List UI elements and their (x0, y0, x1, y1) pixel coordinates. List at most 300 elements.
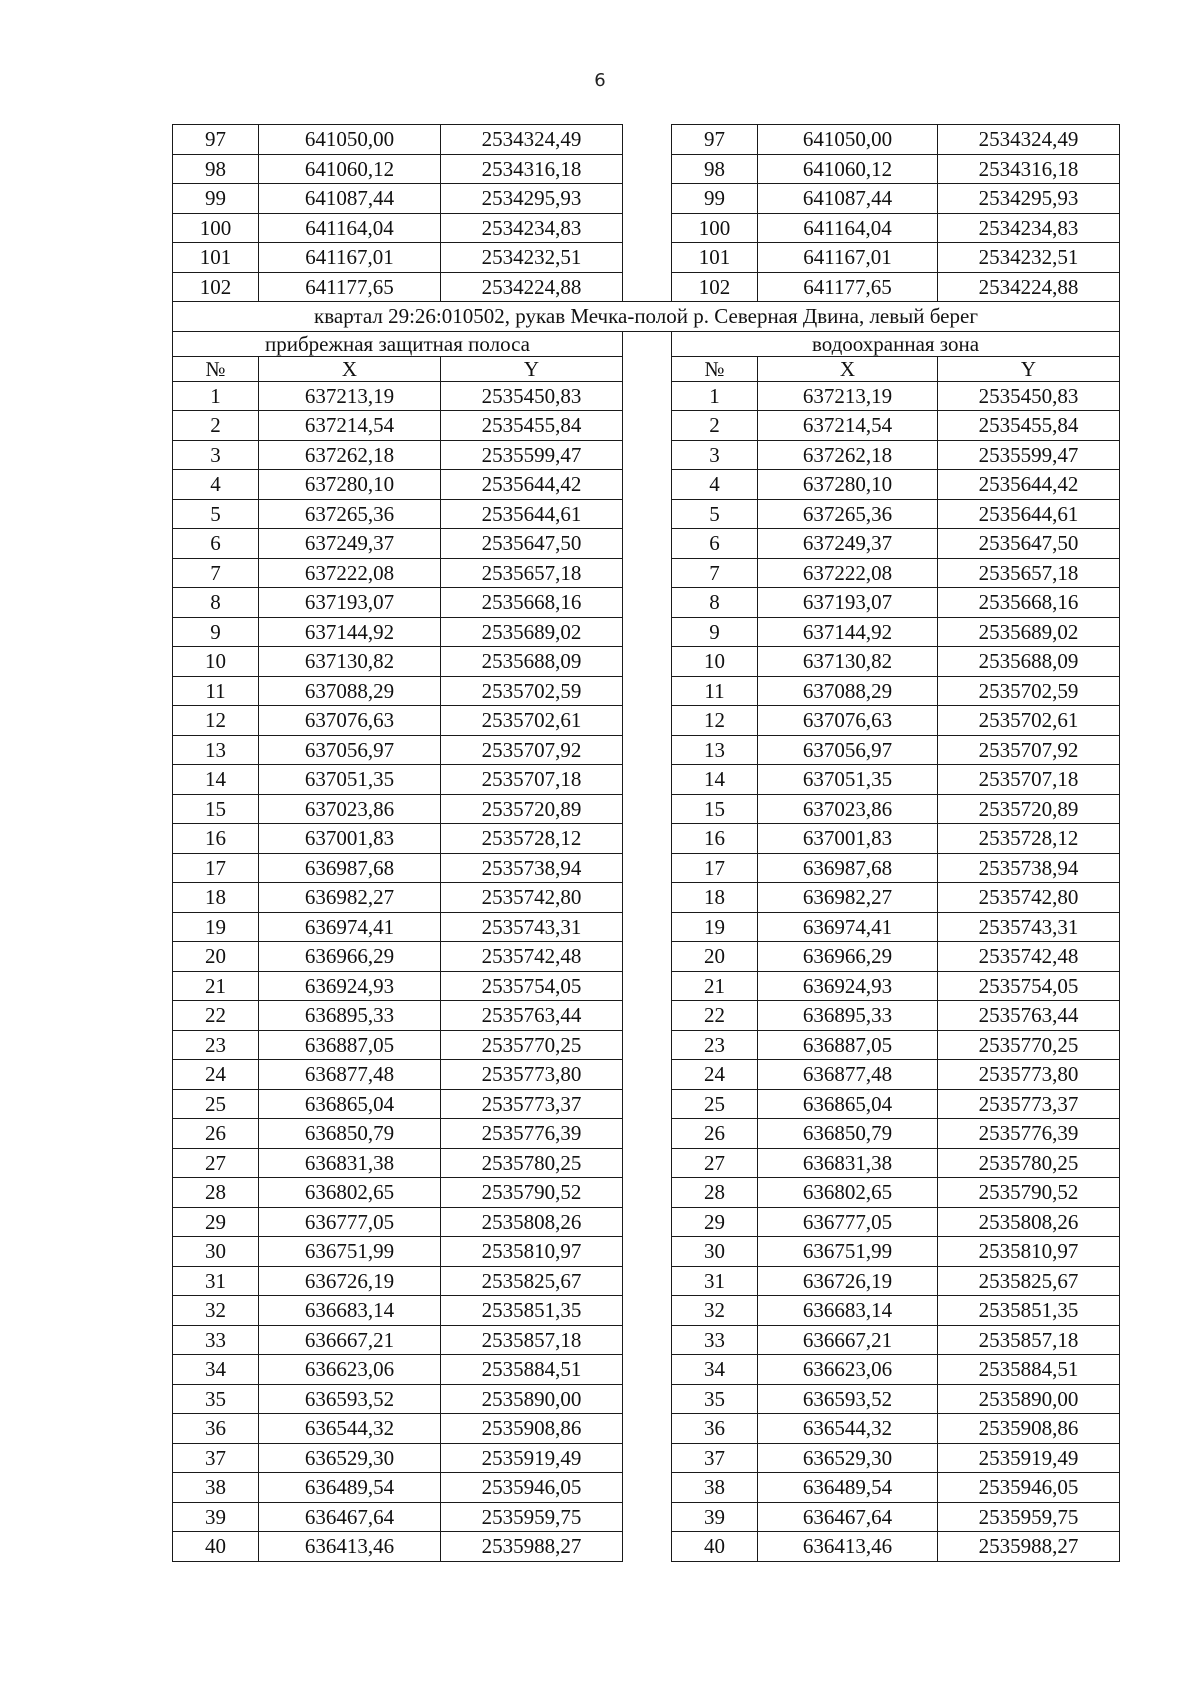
left-number-cell: 28 (173, 1178, 259, 1208)
left-x-cell: 636544,32 (259, 1414, 441, 1444)
table-row (173, 470, 1120, 500)
left-x-cell: 636751,99 (259, 1237, 441, 1267)
left-y-cell: 2535688,09 (441, 647, 623, 677)
right-x-cell: 641087,44 (758, 184, 938, 214)
left-y-cell: 2535808,26 (441, 1207, 623, 1237)
left-x-cell: 637262,18 (259, 440, 441, 470)
table-row (173, 1030, 1120, 1060)
right-number-cell: 39 (672, 1502, 758, 1532)
table-row (173, 617, 1120, 647)
left-x-cell: 636982,27 (259, 883, 441, 913)
left-y-cell: 2534232,51 (441, 243, 623, 273)
left-number-cell: 37 (173, 1443, 259, 1473)
left-number-cell: 19 (173, 912, 259, 942)
left-y-cell: 2535825,67 (441, 1266, 623, 1296)
right-y-cell: 2535720,89 (938, 794, 1120, 824)
column-gap (623, 765, 672, 795)
column-gap (623, 942, 672, 972)
right-y-cell: 2535450,83 (938, 381, 1120, 411)
left-y-cell: 2535738,94 (441, 853, 623, 883)
column-gap (623, 1355, 672, 1385)
left-number-cell: 16 (173, 824, 259, 854)
left-x-cell: 637249,37 (259, 529, 441, 559)
column-header-row (173, 356, 1120, 381)
right-number-cell: 38 (672, 1473, 758, 1503)
left-number-cell: 36 (173, 1414, 259, 1444)
left-x-cell: 636831,38 (259, 1148, 441, 1178)
right-number-cell: 9 (672, 617, 758, 647)
column-gap (623, 411, 672, 441)
right-y-cell: 2534234,83 (938, 213, 1120, 243)
left-x-cell: 637130,82 (259, 647, 441, 677)
right-number-cell: 26 (672, 1119, 758, 1149)
left-number-cell: 4 (173, 470, 259, 500)
left-y-cell: 2535455,84 (441, 411, 623, 441)
right-x-cell: 636467,64 (758, 1502, 938, 1532)
right-x-cell: 636802,65 (758, 1178, 938, 1208)
left-number-cell: 99 (173, 184, 259, 214)
right-x-cell: 637056,97 (758, 735, 938, 765)
right-y-cell: 2535919,49 (938, 1443, 1120, 1473)
column-gap (623, 1119, 672, 1149)
column-gap (623, 912, 672, 942)
left-number-cell: 23 (173, 1030, 259, 1060)
column-gap (623, 647, 672, 677)
col-header-left-x: X (259, 356, 441, 381)
right-number-cell: 4 (672, 470, 758, 500)
left-y-cell: 2535599,47 (441, 440, 623, 470)
table-row (173, 1178, 1120, 1208)
table-row (173, 912, 1120, 942)
right-x-cell: 636751,99 (758, 1237, 938, 1267)
left-y-cell: 2535946,05 (441, 1473, 623, 1503)
right-number-cell: 16 (672, 824, 758, 854)
right-y-cell: 2535959,75 (938, 1502, 1120, 1532)
right-number-cell: 6 (672, 529, 758, 559)
right-y-cell: 2535773,37 (938, 1089, 1120, 1119)
right-x-cell: 636544,32 (758, 1414, 938, 1444)
left-x-cell: 636683,14 (259, 1296, 441, 1326)
table-row (173, 1266, 1120, 1296)
left-number-cell: 24 (173, 1060, 259, 1090)
table-row (173, 676, 1120, 706)
right-y-cell: 2535773,80 (938, 1060, 1120, 1090)
left-y-cell: 2534224,88 (441, 272, 623, 302)
column-gap (623, 499, 672, 529)
right-x-cell: 637088,29 (758, 676, 938, 706)
column-gap (623, 971, 672, 1001)
right-x-cell: 641177,65 (758, 272, 938, 302)
table-row (173, 1148, 1120, 1178)
column-gap (623, 1266, 672, 1296)
table-row (173, 1384, 1120, 1414)
table-row (173, 971, 1120, 1001)
column-gap (623, 853, 672, 883)
right-x-cell: 636529,30 (758, 1443, 938, 1473)
column-gap (623, 558, 672, 588)
right-x-cell: 636982,27 (758, 883, 938, 913)
left-y-cell: 2535780,25 (441, 1148, 623, 1178)
right-x-cell: 641164,04 (758, 213, 938, 243)
table-row (173, 853, 1120, 883)
right-y-cell: 2535742,48 (938, 942, 1120, 972)
left-x-cell: 636467,64 (259, 1502, 441, 1532)
right-number-cell: 12 (672, 706, 758, 736)
right-y-cell: 2534295,93 (938, 184, 1120, 214)
left-x-cell: 636966,29 (259, 942, 441, 972)
right-number-cell: 22 (672, 1001, 758, 1031)
column-gap (623, 529, 672, 559)
left-number-cell: 22 (173, 1001, 259, 1031)
left-number-cell: 35 (173, 1384, 259, 1414)
column-gap (623, 588, 672, 618)
column-gap (623, 356, 672, 381)
right-y-cell: 2535946,05 (938, 1473, 1120, 1503)
right-x-cell: 636667,21 (758, 1325, 938, 1355)
right-number-cell: 7 (672, 558, 758, 588)
column-gap (623, 1532, 672, 1562)
right-x-cell: 637051,35 (758, 765, 938, 795)
column-gap (623, 1207, 672, 1237)
left-number-cell: 21 (173, 971, 259, 1001)
left-y-cell: 2535890,00 (441, 1384, 623, 1414)
left-y-cell: 2535450,83 (441, 381, 623, 411)
right-x-cell: 637193,07 (758, 588, 938, 618)
table-row (173, 1355, 1120, 1385)
right-number-cell: 31 (672, 1266, 758, 1296)
right-x-cell: 641050,00 (758, 125, 938, 155)
table-row (173, 942, 1120, 972)
left-y-cell: 2535959,75 (441, 1502, 623, 1532)
right-y-cell: 2535707,92 (938, 735, 1120, 765)
left-y-cell: 2534324,49 (441, 125, 623, 155)
section-title-row (173, 302, 1120, 332)
left-y-cell: 2535707,92 (441, 735, 623, 765)
column-gap (623, 706, 672, 736)
coordinates-table (172, 124, 1120, 1562)
right-number-cell: 11 (672, 676, 758, 706)
left-x-cell: 637056,97 (259, 735, 441, 765)
right-y-cell: 2534232,51 (938, 243, 1120, 273)
right-y-cell: 2535743,31 (938, 912, 1120, 942)
left-x-cell: 637088,29 (259, 676, 441, 706)
right-x-cell: 637265,36 (758, 499, 938, 529)
left-number-cell: 15 (173, 794, 259, 824)
right-y-cell: 2535851,35 (938, 1296, 1120, 1326)
right-y-cell: 2535738,94 (938, 853, 1120, 883)
right-number-cell: 30 (672, 1237, 758, 1267)
right-x-cell: 637249,37 (758, 529, 938, 559)
right-x-cell: 637023,86 (758, 794, 938, 824)
column-gap (623, 184, 672, 214)
left-y-cell: 2535728,12 (441, 824, 623, 854)
left-y-cell: 2535770,25 (441, 1030, 623, 1060)
right-y-cell: 2535689,02 (938, 617, 1120, 647)
right-x-cell: 637130,82 (758, 647, 938, 677)
right-y-cell: 2535770,25 (938, 1030, 1120, 1060)
left-y-cell: 2535773,37 (441, 1089, 623, 1119)
right-number-cell: 34 (672, 1355, 758, 1385)
right-x-cell: 636777,05 (758, 1207, 938, 1237)
right-x-cell: 637144,92 (758, 617, 938, 647)
right-y-cell: 2535884,51 (938, 1355, 1120, 1385)
right-number-cell: 18 (672, 883, 758, 913)
left-x-cell: 636974,41 (259, 912, 441, 942)
left-y-cell: 2534316,18 (441, 154, 623, 184)
left-x-cell: 641164,04 (259, 213, 441, 243)
table-row (173, 1060, 1120, 1090)
right-number-cell: 33 (672, 1325, 758, 1355)
table-row (173, 125, 1120, 155)
right-number-cell: 23 (672, 1030, 758, 1060)
left-number-cell: 39 (173, 1502, 259, 1532)
left-number-cell: 18 (173, 883, 259, 913)
right-y-cell: 2535988,27 (938, 1532, 1120, 1562)
left-number-cell: 97 (173, 125, 259, 155)
left-x-cell: 637051,35 (259, 765, 441, 795)
right-x-cell: 636987,68 (758, 853, 938, 883)
right-y-cell: 2535763,44 (938, 1001, 1120, 1031)
continuation-rows (173, 125, 1120, 302)
column-gap (623, 1443, 672, 1473)
right-x-cell: 637213,19 (758, 381, 938, 411)
table-row (173, 1502, 1120, 1532)
col-header-left-y: Y (441, 356, 623, 381)
right-y-cell: 2535754,05 (938, 971, 1120, 1001)
right-y-cell: 2535780,25 (938, 1148, 1120, 1178)
right-y-cell: 2535810,97 (938, 1237, 1120, 1267)
table-row (173, 1414, 1120, 1444)
right-y-cell: 2535647,50 (938, 529, 1120, 559)
table-row (173, 794, 1120, 824)
right-number-cell: 32 (672, 1296, 758, 1326)
left-number-cell: 3 (173, 440, 259, 470)
right-x-cell: 637222,08 (758, 558, 938, 588)
right-number-cell: 10 (672, 647, 758, 677)
right-y-cell: 2535688,09 (938, 647, 1120, 677)
left-y-cell: 2535702,59 (441, 676, 623, 706)
left-number-cell: 27 (173, 1148, 259, 1178)
column-gap (623, 1296, 672, 1326)
right-x-cell: 636966,29 (758, 942, 938, 972)
left-number-cell: 13 (173, 735, 259, 765)
right-y-cell: 2535790,52 (938, 1178, 1120, 1208)
column-gap (623, 1178, 672, 1208)
table-row (173, 558, 1120, 588)
left-y-cell: 2535720,89 (441, 794, 623, 824)
right-y-cell: 2535776,39 (938, 1119, 1120, 1149)
right-y-cell: 2534324,49 (938, 125, 1120, 155)
left-number-cell: 14 (173, 765, 259, 795)
right-number-cell: 19 (672, 912, 758, 942)
right-number-cell: 8 (672, 588, 758, 618)
left-y-cell: 2535988,27 (441, 1532, 623, 1562)
left-number-cell: 30 (173, 1237, 259, 1267)
left-x-cell: 636850,79 (259, 1119, 441, 1149)
left-number-cell: 6 (173, 529, 259, 559)
section-title: квартал 29:26:010502, рукав Мечка-полой р. Северная Двина, левый берег (173, 302, 1120, 332)
left-y-cell: 2535742,48 (441, 942, 623, 972)
col-header-left-number: № (173, 356, 259, 381)
right-number-cell: 102 (672, 272, 758, 302)
right-x-cell: 636924,93 (758, 971, 938, 1001)
section-rows (173, 381, 1120, 1561)
column-gap (623, 1502, 672, 1532)
table-row (173, 1089, 1120, 1119)
left-x-cell: 637222,08 (259, 558, 441, 588)
left-x-cell: 636489,54 (259, 1473, 441, 1503)
left-x-cell: 636413,46 (259, 1532, 441, 1562)
column-gap (623, 1001, 672, 1031)
right-x-cell: 636623,06 (758, 1355, 938, 1385)
left-y-cell: 2535743,31 (441, 912, 623, 942)
left-y-cell: 2535857,18 (441, 1325, 623, 1355)
left-x-cell: 637144,92 (259, 617, 441, 647)
left-number-cell: 34 (173, 1355, 259, 1385)
right-x-cell: 636726,19 (758, 1266, 938, 1296)
left-y-cell: 2535707,18 (441, 765, 623, 795)
left-x-cell: 636529,30 (259, 1443, 441, 1473)
left-number-cell: 101 (173, 243, 259, 273)
section-header (173, 302, 1120, 382)
col-header-right-y: Y (938, 356, 1120, 381)
table-row (173, 1001, 1120, 1031)
left-number-cell: 11 (173, 676, 259, 706)
left-x-cell: 641167,01 (259, 243, 441, 273)
column-gap (623, 794, 672, 824)
left-x-cell: 636887,05 (259, 1030, 441, 1060)
left-number-cell: 100 (173, 213, 259, 243)
left-y-cell: 2535790,52 (441, 1178, 623, 1208)
right-x-cell: 636593,52 (758, 1384, 938, 1414)
left-x-cell: 637280,10 (259, 470, 441, 500)
left-x-cell: 636895,33 (259, 1001, 441, 1031)
column-gap (623, 617, 672, 647)
left-number-cell: 40 (173, 1532, 259, 1562)
left-number-cell: 7 (173, 558, 259, 588)
right-x-cell: 636489,54 (758, 1473, 938, 1503)
col-header-right-number: № (672, 356, 758, 381)
right-y-cell: 2535657,18 (938, 558, 1120, 588)
left-x-cell: 636667,21 (259, 1325, 441, 1355)
left-x-cell: 637193,07 (259, 588, 441, 618)
column-gap (623, 440, 672, 470)
left-y-cell: 2535647,50 (441, 529, 623, 559)
right-x-cell: 636831,38 (758, 1148, 938, 1178)
column-gap (623, 883, 672, 913)
right-y-cell: 2535702,59 (938, 676, 1120, 706)
table-row (173, 213, 1120, 243)
right-number-cell: 98 (672, 154, 758, 184)
column-gap (623, 676, 672, 706)
left-x-cell: 641087,44 (259, 184, 441, 214)
left-y-cell: 2535702,61 (441, 706, 623, 736)
right-x-cell: 636865,04 (758, 1089, 938, 1119)
left-heading: прибрежная защитная полоса (173, 331, 623, 356)
left-x-cell: 641177,65 (259, 272, 441, 302)
right-number-cell: 15 (672, 794, 758, 824)
column-gap (623, 1148, 672, 1178)
left-x-cell: 637076,63 (259, 706, 441, 736)
column-gap (623, 331, 672, 356)
left-x-cell: 637023,86 (259, 794, 441, 824)
left-x-cell: 636802,65 (259, 1178, 441, 1208)
right-y-cell: 2535742,80 (938, 883, 1120, 913)
left-number-cell: 38 (173, 1473, 259, 1503)
right-number-cell: 2 (672, 411, 758, 441)
left-number-cell: 25 (173, 1089, 259, 1119)
left-number-cell: 31 (173, 1266, 259, 1296)
right-y-cell: 2535857,18 (938, 1325, 1120, 1355)
column-gap (623, 381, 672, 411)
left-x-cell: 637001,83 (259, 824, 441, 854)
left-y-cell: 2535884,51 (441, 1355, 623, 1385)
right-x-cell: 636877,48 (758, 1060, 938, 1090)
right-y-cell: 2535702,61 (938, 706, 1120, 736)
table-row (173, 499, 1120, 529)
left-number-cell: 9 (173, 617, 259, 647)
right-y-cell: 2535825,67 (938, 1266, 1120, 1296)
right-number-cell: 36 (672, 1414, 758, 1444)
right-number-cell: 28 (672, 1178, 758, 1208)
table-row (173, 1325, 1120, 1355)
right-number-cell: 101 (672, 243, 758, 273)
column-gap (623, 125, 672, 155)
left-y-cell: 2535763,44 (441, 1001, 623, 1031)
left-number-cell: 20 (173, 942, 259, 972)
left-y-cell: 2534295,93 (441, 184, 623, 214)
left-x-cell: 636623,06 (259, 1355, 441, 1385)
col-header-right-x: X (758, 356, 938, 381)
right-x-cell: 637280,10 (758, 470, 938, 500)
right-x-cell: 637262,18 (758, 440, 938, 470)
left-number-cell: 8 (173, 588, 259, 618)
left-number-cell: 5 (173, 499, 259, 529)
left-y-cell: 2535644,61 (441, 499, 623, 529)
table-row (173, 588, 1120, 618)
column-gap (623, 1473, 672, 1503)
left-y-cell: 2535657,18 (441, 558, 623, 588)
left-x-cell: 637265,36 (259, 499, 441, 529)
table-row (173, 765, 1120, 795)
right-x-cell: 636413,46 (758, 1532, 938, 1562)
right-number-cell: 14 (672, 765, 758, 795)
right-y-cell: 2535599,47 (938, 440, 1120, 470)
table-row (173, 1296, 1120, 1326)
left-number-cell: 2 (173, 411, 259, 441)
right-number-cell: 25 (672, 1089, 758, 1119)
left-number-cell: 32 (173, 1296, 259, 1326)
table-row (173, 1119, 1120, 1149)
left-x-cell: 641060,12 (259, 154, 441, 184)
column-gap (623, 1384, 672, 1414)
right-number-cell: 29 (672, 1207, 758, 1237)
right-number-cell: 100 (672, 213, 758, 243)
left-y-cell: 2535908,86 (441, 1414, 623, 1444)
table-row (173, 706, 1120, 736)
table-row (173, 272, 1120, 302)
right-x-cell: 636895,33 (758, 1001, 938, 1031)
left-x-cell: 636777,05 (259, 1207, 441, 1237)
right-x-cell: 637214,54 (758, 411, 938, 441)
right-number-cell: 3 (672, 440, 758, 470)
right-heading: водоохранная зона (672, 331, 1120, 356)
column-gap (623, 1414, 672, 1444)
left-x-cell: 636924,93 (259, 971, 441, 1001)
column-gap (623, 1089, 672, 1119)
right-number-cell: 40 (672, 1532, 758, 1562)
right-x-cell: 636850,79 (758, 1119, 938, 1149)
